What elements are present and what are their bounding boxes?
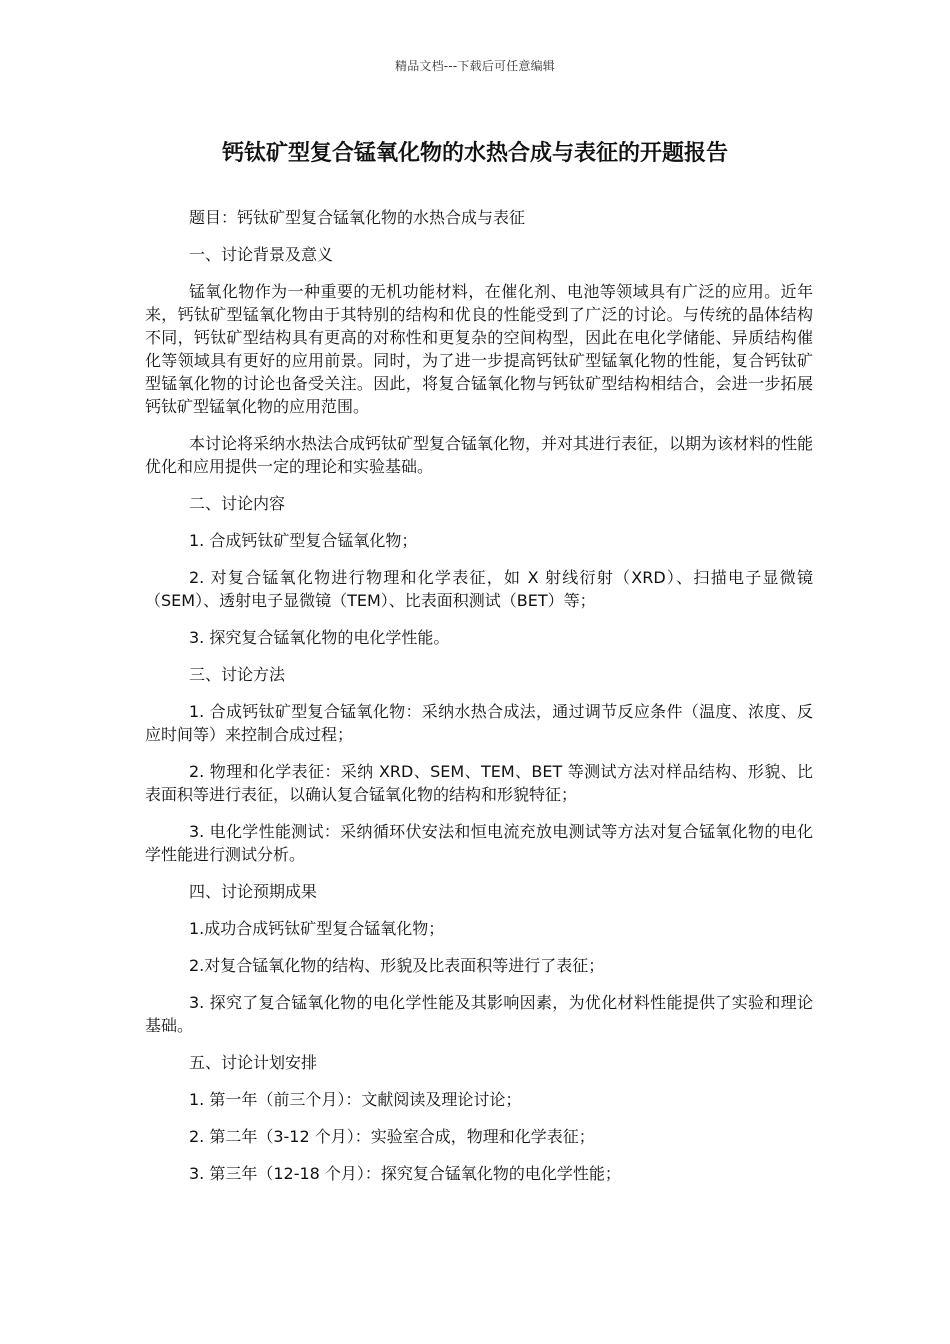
schedule-item-3: 3. 第三年（12-18 个月）：探究复合锰氧化物的电化学性能；: [189, 1164, 621, 1183]
content-item-3: 3. 探究复合锰氧化物的电化学性能。: [189, 628, 450, 647]
result-item-1: 1.成功合成钙钛矿型复合锰氧化物；: [189, 919, 445, 938]
section-heading-results: 四、讨论预期成果: [189, 882, 318, 901]
document-body: [145, 206, 813, 1199]
section-heading-content: 二、讨论内容: [189, 494, 286, 513]
schedule-item-1: 1. 第一年（前三个月）：文献阅读及理论讨论；: [189, 1090, 522, 1109]
method-item-2: 2. 物理和化学表征：采纳 XRD、SEM、TEM、BET 等测试方法对样品结构、形貌、比表面积等进行表征，以确认复合锰氧化物的结构和形貌特征；: [145, 762, 813, 804]
content-item-1: 1. 合成钙钛矿型复合锰氧化物；: [189, 531, 418, 550]
section-heading-background: 一、讨论背景及意义: [189, 245, 334, 264]
topic-line: 题目：钙钛矿型复合锰氧化物的水热合成与表征: [189, 208, 526, 227]
content-item-2: 2. 对复合锰氧化物进行物理和化学表征，如 X 射线衍射（XRD）、扫描电子显微镜（SEM）、透射电子显微镜（TEM）、比表面积测试（BET）等；: [145, 568, 813, 610]
page-header-watermark: 精品文档---下载后可任意编辑: [395, 59, 555, 73]
purpose-paragraph: 本讨论将采纳水热法合成钙钛矿型复合锰氧化物，并对其进行表征，以期为该材料的性能优化和应用提供一定的理论和实验基础。: [145, 434, 814, 476]
method-item-3: 3. 电化学性能测试：采纳循环伏安法和恒电流充放电测试等方法对复合锰氧化物的电化学性能进行测试分析。: [145, 822, 813, 864]
schedule-item-2: 2. 第二年（3-12 个月）：实验室合成，物理和化学表征；: [189, 1127, 595, 1146]
section-heading-methods: 三、讨论方法: [189, 665, 286, 684]
background-paragraph: 锰氧化物作为一种重要的无机功能材料，在催化剂、电池等领域具有广泛的应用。近年来，钙钛矿型锰氧化物由于其特别的结构和优良的性能受到了广泛的讨论。与传统的晶体结构不同，钙钛矿型结构具有更高的对称性和更复杂的空间构型，因此在电化学储能、异质结构催化等领域具有更好的应用前景。同时，为了进一步提高钙钛矿型锰氧化物的性能，复合钙钛矿型锰氧化物的讨论也备受关注。因此，将复合锰氧化物与钙钛矿型结构相结合，会进一步拓展钙钛矿型锰氧化物的应用范围。: [145, 282, 813, 416]
method-item-1: 1. 合成钙钛矿型复合锰氧化物：采纳水热合成法，通过调节反应条件（温度、浓度、反应时间等）来控制合成过程；: [145, 702, 813, 744]
result-item-3: 3. 探究了复合锰氧化物的电化学性能及其影响因素，为优化材料性能提供了实验和理论基础。: [145, 993, 813, 1035]
document-title: 钙钛矿型复合锰氧化物的水热合成与表征的开题报告: [221, 141, 728, 166]
section-heading-schedule: 五、讨论计划安排: [189, 1053, 318, 1072]
result-item-2: 2.对复合锰氧化物的结构、形貌及比表面积等进行了表征；: [189, 956, 605, 975]
